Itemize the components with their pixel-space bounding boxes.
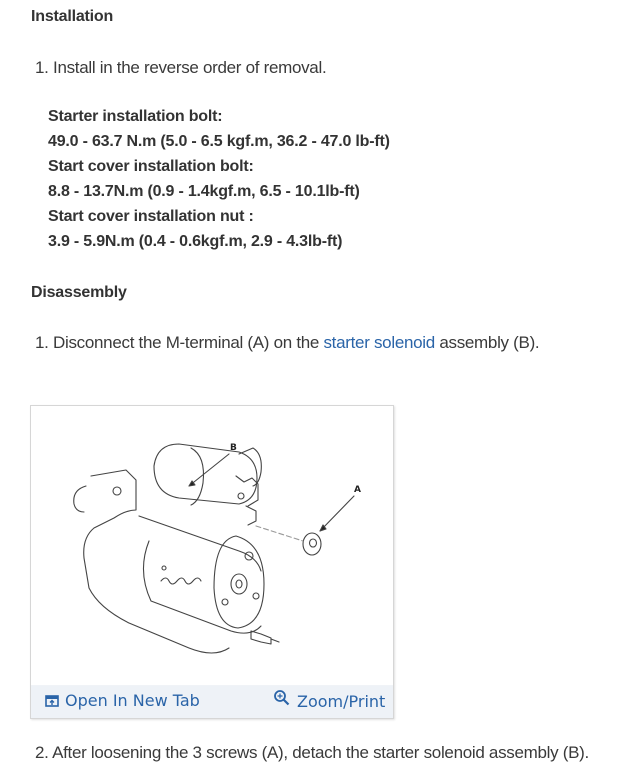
spec-value: 49.0 - 63.7 N.m (5.0 - 6.5 kgf.m, 36.2 - 47.0 lb-ft) <box>48 133 390 150</box>
open-new-tab-label: Open In New Tab <box>65 691 200 710</box>
spec-label: Start cover installation nut : <box>48 208 254 225</box>
spec-value: 3.9 - 5.9N.m (0.4 - 0.6kgf.m, 2.9 - 4.3lb-ft) <box>48 233 343 250</box>
starter-solenoid-link[interactable]: starter solenoid <box>323 333 435 352</box>
step-number: 2. <box>35 743 49 762</box>
disassembly-heading: Disassembly <box>31 284 127 301</box>
step-text: Disconnect the M-terminal (A) on the <box>53 333 324 352</box>
disassembly-step-1 <box>35 333 539 353</box>
disassembly-step-2 <box>35 743 589 763</box>
installation-heading: Installation <box>31 8 114 25</box>
callout-a-label: A <box>354 485 361 495</box>
zoom-print-label: Zoom/Print <box>297 692 386 711</box>
installation-step-1 <box>35 58 326 78</box>
figure-footer <box>31 685 393 718</box>
open-new-tab-button[interactable] <box>45 691 200 710</box>
step-text: Install in the reverse order of removal. <box>53 58 327 77</box>
spec-value: 8.8 - 13.7N.m (0.9 - 1.4kgf.m, 6.5 - 10.1lb-ft) <box>48 183 360 200</box>
figure-container <box>30 405 394 719</box>
open-new-tab-icon <box>45 695 59 707</box>
step-text: After loosening the 3 screws (A), detach the starter solenoid assembly (B). <box>52 743 589 762</box>
callout-b-label: B <box>230 443 237 453</box>
spec-label: Start cover installation bolt: <box>48 158 254 175</box>
spec-label: Starter installation bolt: <box>48 108 223 125</box>
step-number: 1. <box>35 58 49 77</box>
starter-motor-diagram[interactable] <box>31 406 393 686</box>
step-text: assembly (B). <box>434 333 540 352</box>
zoom-print-button[interactable] <box>273 688 386 711</box>
step-number: 1. <box>35 333 49 352</box>
zoom-in-icon <box>273 689 291 707</box>
